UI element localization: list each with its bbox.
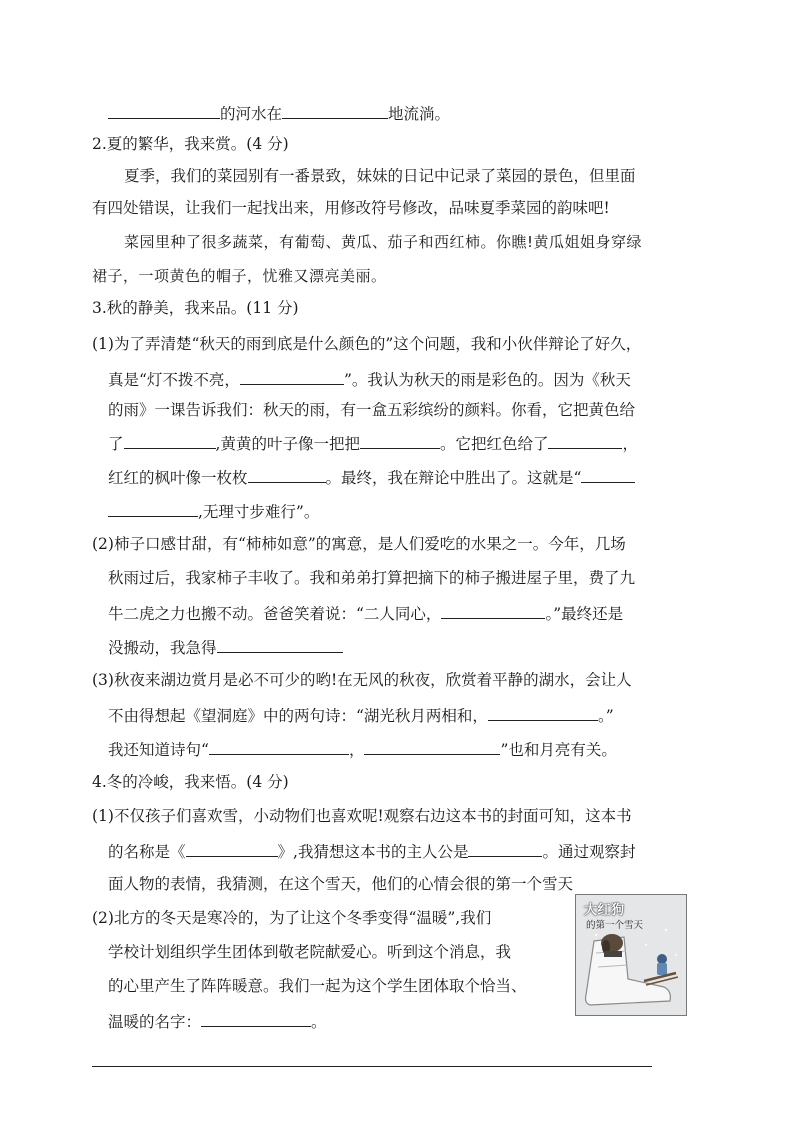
answer-blank[interactable] bbox=[124, 432, 216, 449]
answer-blank[interactable] bbox=[548, 432, 622, 449]
diary-line: 菜园里种了很多蔬菜，有葡萄、黄瓜、茄子和西红柿。你瞧!黄瓜姐姐身穿绿 bbox=[124, 233, 643, 251]
paragraph-line: 的心里产生了阵阵暖意。我们一起为这个学生团体取个恰当、 bbox=[108, 977, 527, 995]
answer-blank[interactable] bbox=[248, 466, 326, 483]
question-4-heading: 4.冬的冷峻，我来悟。(4 分) bbox=[92, 773, 289, 791]
paragraph-line: (1)为了弄清楚“秋天的雨到底是什么颜色的”这个问题，我和小伙伴辩论了好久， bbox=[92, 335, 642, 353]
paragraph-line: 秋雨过后，我家柿子丰收了。我和弟弟打算把摘下的柿子搬进屋子里，费了九 bbox=[108, 569, 636, 587]
answer-blank[interactable] bbox=[441, 602, 545, 619]
diary-line: 裙子，一项黄色的帽子，忧雅又漂亮美丽。 bbox=[92, 267, 387, 285]
answer-blank[interactable] bbox=[240, 368, 344, 385]
answer-blank[interactable] bbox=[186, 840, 278, 857]
paragraph-line: 面人物的表情，我猜测，在这个雪天，他们的心情会很的第一个雪天 bbox=[108, 875, 574, 893]
paragraph-line: 不由得想起《望洞庭》中的两句诗：“湖光秋月两相和， 。” bbox=[108, 704, 614, 726]
paragraph-line: 的名称是《 》,我猜想这本书的主人公是 。通过观察封 bbox=[108, 840, 635, 862]
paragraph-line: (2)柿子口感甘甜，有“柿柿如意”的寓意，是人们爱吃的水果之一。今年，几场 bbox=[92, 535, 626, 553]
answer-blank[interactable] bbox=[468, 840, 542, 857]
answer-blank[interactable] bbox=[217, 636, 343, 653]
answer-blank[interactable] bbox=[581, 466, 635, 483]
text-line: 的河水在 地流淌。 bbox=[108, 102, 450, 124]
answer-blank[interactable] bbox=[488, 704, 598, 721]
answer-blank[interactable] bbox=[364, 738, 500, 755]
question-3-heading: 3.秋的静美，我来品。(11 分) bbox=[92, 299, 299, 317]
answer-blank[interactable] bbox=[360, 432, 440, 449]
paragraph-line: 的雨》一课告诉我们：秋天的雨，有一盒五彩缤纷的颜料。你看，它把黄色给 bbox=[108, 401, 636, 419]
paragraph-line: 牛二虎之力也搬不动。爸爸笑着说：“二人同心， 。”最终还是 bbox=[108, 602, 623, 624]
book-cover-title: 大红狗 bbox=[584, 903, 625, 918]
answer-blank[interactable] bbox=[209, 738, 349, 755]
answer-blank[interactable] bbox=[201, 1010, 311, 1027]
answer-blank[interactable] bbox=[108, 102, 220, 119]
paragraph-line: (2)北方的冬天是寒冷的，为了让这个冬季变得“温暖”,我们 bbox=[92, 909, 492, 927]
answer-blank[interactable] bbox=[108, 500, 198, 517]
paragraph-line: ,无理寸步难行”。 bbox=[108, 500, 319, 522]
paragraph-line: 真是“灯不拨不亮， ”。我认为秋天的雨是彩色的。因为《秋天 bbox=[108, 368, 631, 390]
paragraph-line: (3)秋夜来湖边赏月是必不可少的哟!在无风的秋夜，欣赏着平静的湖水，会让人 bbox=[92, 671, 632, 689]
paragraph-line: 红红的枫叶像一枚枚 。最终，我在辩论中胜出了。这就是“ bbox=[108, 466, 635, 488]
answer-blank[interactable] bbox=[282, 102, 388, 119]
paragraph-line: 夏季，我们的菜园别有一番景致，妹妹的日记中记录了菜园的景色，但里面 bbox=[124, 167, 636, 185]
paragraph-line: 没搬动，我急得 bbox=[108, 636, 343, 658]
paragraph-line: 温暖的名字： 。 bbox=[108, 1010, 327, 1032]
paragraph-line: 了 ,黄黄的叶子像一把把 。它把红色给了 ， bbox=[108, 432, 638, 454]
footer-divider bbox=[92, 1066, 652, 1067]
paragraph-line: 有四处错误，让我们一起找出来，用修改符号修改，品味夏季菜园的韵味吧! bbox=[92, 199, 610, 217]
paragraph-line: 学校计划组织学生团体到敬老院献爱心。听到这个消息，我 bbox=[108, 943, 512, 961]
paragraph-line: 我还知道诗句“ ， ”也和月亮有关。 bbox=[108, 738, 617, 760]
book-cover-image bbox=[575, 894, 687, 1016]
book-cover-subtitle: 的第一个雪天 bbox=[586, 920, 644, 931]
paragraph-line: (1)不仅孩子们喜欢雪，小动物们也喜欢呢!观察右边这本书的封面可知，这本书 bbox=[92, 807, 632, 825]
question-2-heading: 2.夏的繁华，我来赏。(4 分) bbox=[92, 135, 289, 153]
